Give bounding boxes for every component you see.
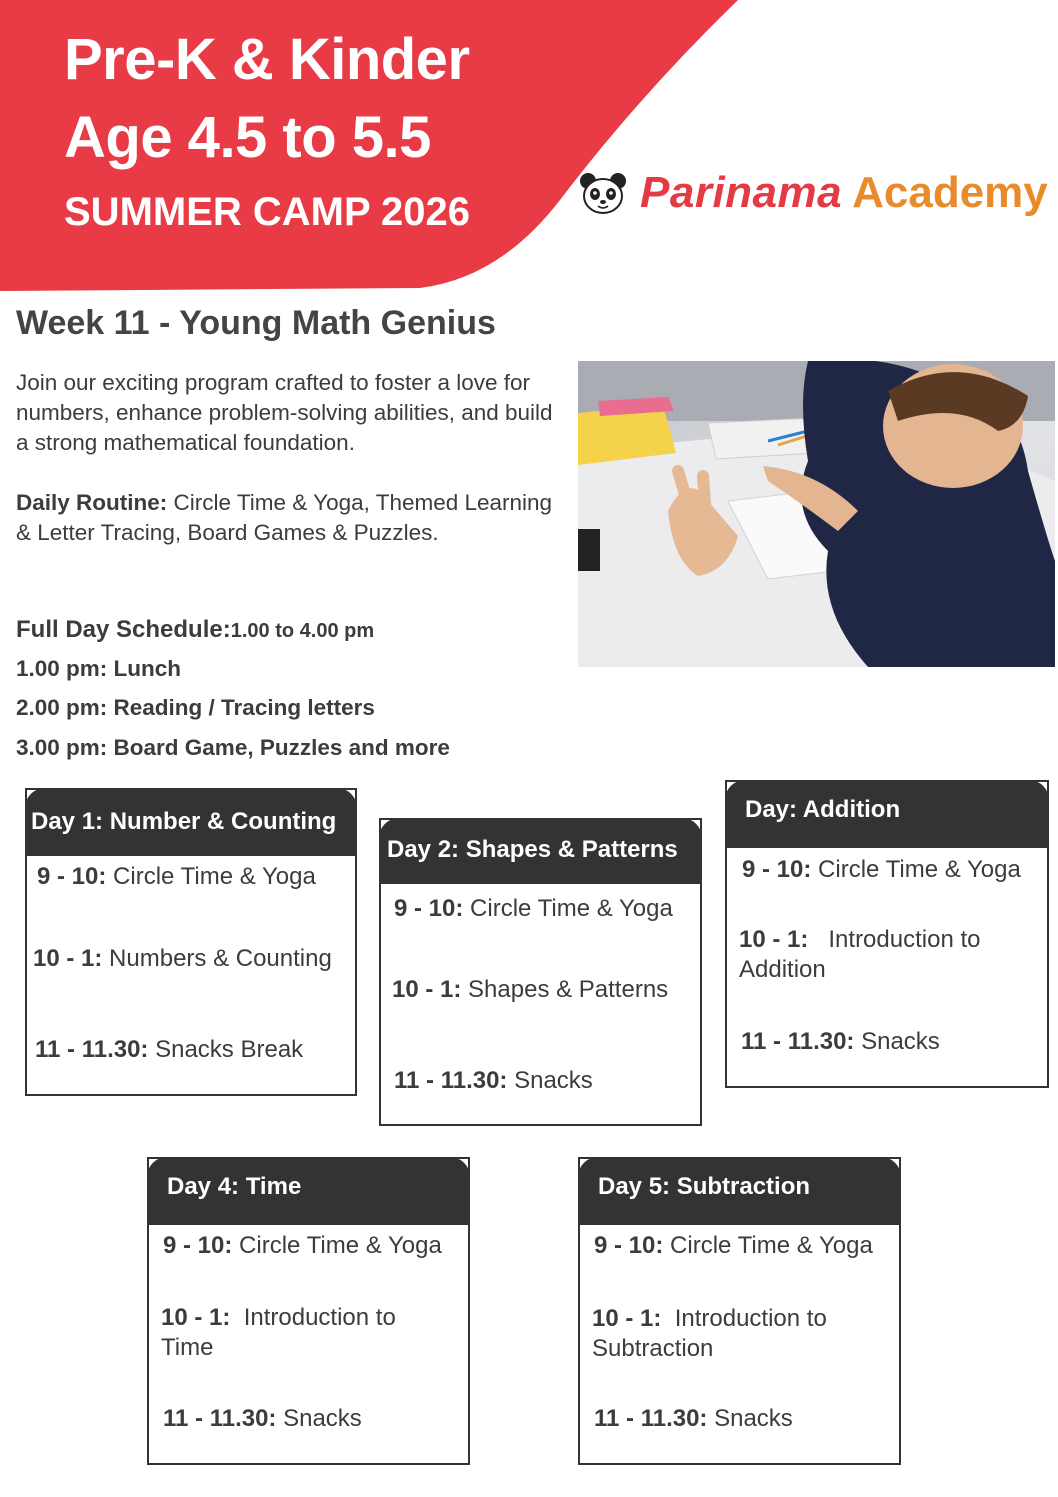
header-title-program: Pre-K & Kinder bbox=[64, 27, 470, 92]
day-card bbox=[147, 1157, 470, 1465]
day-card bbox=[25, 788, 357, 1096]
row-time: 10 - 1: bbox=[33, 945, 103, 972]
week-title: Week 11 - Young Math Genius bbox=[16, 304, 496, 342]
day-row bbox=[594, 1231, 873, 1261]
child-counting-photo bbox=[578, 361, 1055, 667]
panda-icon bbox=[578, 171, 628, 215]
row-time: 9 - 10: bbox=[594, 1232, 664, 1259]
logo-word-academy: Academy bbox=[852, 168, 1048, 217]
day-row bbox=[739, 925, 1029, 985]
header-title-age: Age 4.5 to 5.5 bbox=[64, 105, 431, 170]
day-row bbox=[742, 855, 1021, 885]
day-row bbox=[594, 1404, 793, 1434]
row-activity: Circle Time & Yoga bbox=[811, 856, 1021, 883]
row-activity: Snacks bbox=[707, 1405, 793, 1432]
row-time: 10 - 1: bbox=[592, 1305, 662, 1332]
row-activity: Introduction to Subtraction bbox=[592, 1305, 834, 1362]
day-row bbox=[394, 894, 673, 924]
day-row bbox=[394, 1066, 593, 1096]
day-card-title: Day 4: Time bbox=[147, 1157, 470, 1225]
row-time: 9 - 10: bbox=[163, 1232, 233, 1259]
row-activity: Snacks bbox=[854, 1028, 940, 1055]
day-card bbox=[725, 780, 1049, 1088]
day-row bbox=[33, 944, 332, 974]
day-row bbox=[163, 1404, 362, 1434]
row-activity: Circle Time & Yoga bbox=[232, 1232, 442, 1259]
row-time: 11 - 11.30: bbox=[741, 1028, 855, 1055]
day-card-title: Day 1: Number & Counting bbox=[25, 788, 357, 856]
row-activity: Circle Time & Yoga bbox=[663, 1232, 873, 1259]
row-time: 10 - 1: bbox=[392, 976, 462, 1003]
day-card-title: Day 5: Subtraction bbox=[578, 1157, 901, 1225]
day-card-title: Day 2: Shapes & Patterns bbox=[379, 818, 702, 884]
day-row bbox=[37, 862, 316, 892]
day-card-title: Day: Addition bbox=[725, 780, 1049, 848]
row-activity: Circle Time & Yoga bbox=[463, 895, 673, 922]
row-time: 9 - 10: bbox=[394, 895, 464, 922]
brand-logo bbox=[578, 168, 1048, 218]
row-time: 11 - 11.30: bbox=[163, 1405, 277, 1432]
schedule-hours: 1.00 to 4.00 pm bbox=[230, 620, 375, 642]
row-activity: Snacks bbox=[507, 1067, 593, 1094]
day-row bbox=[163, 1231, 442, 1261]
row-activity: Numbers & Counting bbox=[102, 945, 332, 972]
row-activity: Snacks bbox=[276, 1405, 362, 1432]
row-activity: Shapes & Patterns bbox=[461, 976, 669, 1003]
row-activity: Circle Time & Yoga bbox=[106, 863, 316, 890]
row-time: 9 - 10: bbox=[742, 856, 812, 883]
schedule-item: 3.00 pm: Board Game, Puzzles and more bbox=[16, 735, 450, 760]
row-time: 11 - 11.30: bbox=[394, 1067, 508, 1094]
row-activity: Snacks Break bbox=[148, 1036, 304, 1063]
daily-routine-text: Circle Time & Yoga, Themed Learning & Letter Tracing, Board Games & Puzzles. bbox=[16, 490, 553, 545]
row-time: 9 - 10: bbox=[37, 863, 107, 890]
intro-paragraph: Join our exciting program crafted to foster a love for numbers, enhance problem-solving abilities, and build a strong mathematical foundation. bbox=[16, 370, 553, 455]
logo-word-parinama: Parinama bbox=[640, 168, 843, 217]
day-row bbox=[392, 975, 668, 1005]
schedule-item: 2.00 pm: Reading / Tracing letters bbox=[16, 695, 375, 720]
row-activity: Introduction to Addition bbox=[739, 926, 986, 983]
day-card bbox=[578, 1157, 901, 1465]
day-row bbox=[741, 1027, 940, 1057]
row-time: 10 - 1: bbox=[739, 926, 809, 953]
day-row bbox=[592, 1304, 862, 1364]
header-subtitle-camp: SUMMER CAMP 2026 bbox=[64, 190, 471, 234]
row-time: 10 - 1: bbox=[161, 1304, 231, 1331]
row-time: 11 - 11.30: bbox=[594, 1405, 708, 1432]
row-activity: Introduction to Time bbox=[161, 1304, 403, 1361]
daily-routine bbox=[16, 488, 568, 548]
daily-routine-label: Daily Routine: bbox=[16, 490, 168, 515]
full-day-schedule bbox=[16, 616, 374, 644]
row-time: 11 - 11.30: bbox=[35, 1036, 149, 1063]
day-row bbox=[161, 1303, 431, 1363]
day-row bbox=[35, 1035, 303, 1065]
schedule-item: 1.00 pm: Lunch bbox=[16, 656, 182, 681]
schedule-label: Full Day Schedule: bbox=[16, 616, 231, 643]
day-card bbox=[379, 818, 702, 1126]
